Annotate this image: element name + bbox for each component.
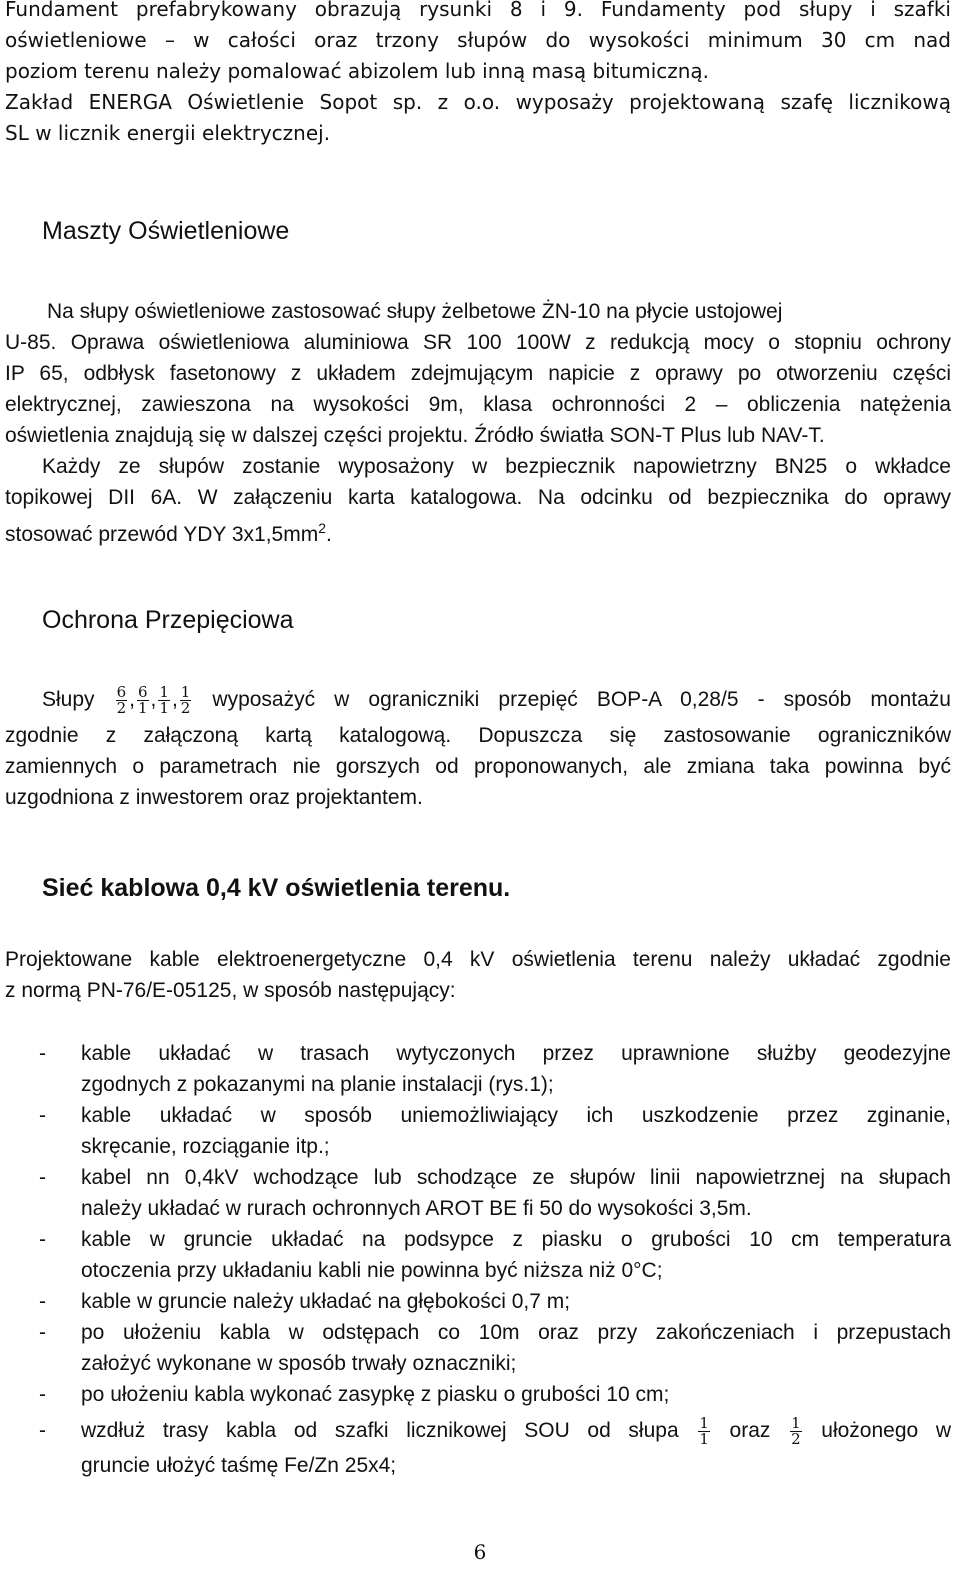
separator: ,	[171, 688, 178, 711]
ochrona-paragraph	[5, 680, 951, 813]
fraction-numerator: 1	[699, 1413, 709, 1432]
list-dash: -	[39, 1321, 46, 1344]
fraction	[158, 682, 170, 717]
intro-paragraph	[5, 0, 951, 149]
section-heading-maszty: Maszty Oświetleniowe	[42, 217, 290, 245]
list-item-line: kable układać w trasach wytyczonych przez uprawnione służby geodezyjne	[81, 1042, 951, 1065]
maszty-line	[5, 513, 951, 544]
fraction-denominator: 1	[138, 698, 148, 717]
ochrona-line	[5, 680, 951, 720]
maszty-paragraph	[5, 296, 951, 544]
list-item-line: skręcanie, rozciąganie itp.;	[81, 1135, 330, 1158]
maszty-line: IP 65, odbłysk fasetonowy z układem zdejmującym napicie z oprawy po otworzeniu części	[5, 362, 951, 385]
list-dash: -	[39, 1104, 46, 1127]
intro-line: Zakład ENERGA Oświetlenie Sopot sp. z o.o. wyposaży projektowaną szafę licznikową	[5, 90, 951, 114]
list-item-text: oraz	[729, 1419, 771, 1442]
list-item	[5, 1412, 951, 1481]
page-number: 6	[473, 1540, 487, 1564]
list-dash: -	[39, 1419, 46, 1442]
slupy-label: Słupy	[42, 688, 95, 711]
fraction-numerator: 6	[116, 682, 127, 701]
intro-line: Fundament prefabrykowany obrazują rysunki 8 i 9. Fundamenty pod słupy i szafki	[5, 0, 951, 21]
separator: ,	[129, 688, 135, 711]
list-item-text: wzdłuż trasy kabla od szafki licznikowej SOU od słupa	[81, 1419, 679, 1442]
fraction-denominator: 2	[180, 698, 191, 717]
list-item-line: po ułożeniu kabla w odstępach co 10m oraz przy zakończeniach i przepustach	[81, 1321, 951, 1344]
section-heading-ochrona: Ochrona Przepięciowa	[42, 606, 294, 634]
maszty-line-end: .	[326, 523, 332, 546]
list-item-line: należy układać w rurach ochronnych AROT BE fi 50 do wysokości 3,5m.	[81, 1197, 752, 1220]
list-dash: -	[39, 1228, 46, 1251]
maszty-line: elektrycznej, zawieszona na wysokości 9m, klasa ochronności 2 – obliczenia natężenia	[5, 393, 951, 416]
maszty-line: Na słupy oświetleniowe zastosować słupy żelbetowe ŻN-10 na płycie ustojowej	[47, 300, 783, 323]
list-item	[5, 1100, 951, 1162]
list-item-line: po ułożeniu kabla wykonać zasypkę z piasku o grubości 10 cm;	[81, 1383, 670, 1406]
fraction-denominator: 2	[791, 1429, 801, 1448]
fraction	[116, 682, 128, 717]
ochrona-line: zgodnie z załączoną kartą katalogową. Dopuszcza się zastosowanie ograniczników	[5, 724, 951, 747]
list-item	[5, 1224, 951, 1286]
fraction-denominator: 2	[116, 698, 127, 717]
maszty-line: topikowej DII 6A. W załączeniu karta katalogowa. Na odcinku od bezpiecznika do oprawy	[5, 486, 951, 509]
fraction	[790, 1413, 802, 1448]
fraction	[137, 682, 149, 717]
list-item	[5, 1162, 951, 1224]
list-item	[5, 1317, 951, 1379]
ochrona-line: zamiennych o parametrach nie gorszych od proponowanych, ale zmiana taka powinna być	[5, 755, 951, 778]
maszty-line: oświetlenia znajdują się w dalszej części projektu. Źródło światła SON-T Plus lub NAV-T.	[5, 424, 825, 447]
siec-paragraph	[5, 944, 951, 1006]
fraction	[180, 682, 192, 717]
list-item-line: otoczenia przy układaniu kabli nie powinna być niższa niż 0°C;	[81, 1259, 663, 1282]
list-dash: -	[39, 1383, 46, 1406]
list-item-line	[81, 1412, 951, 1450]
ochrona-line-text: wyposażyć w ograniczniki przepięć BOP-A 0,28/5 - sposób montażu	[212, 688, 951, 711]
maszty-line: Każdy ze słupów zostanie wyposażony w bezpiecznik napowietrzny BN25 o wkładce	[42, 455, 951, 478]
list-item-line: zgodnych z pokazanymi na planie instalacji (rys.1);	[81, 1073, 554, 1096]
fraction-numerator: 1	[159, 682, 169, 701]
ochrona-line: uzgodniona z inwestorem oraz projektantem.	[5, 786, 423, 809]
list-item	[5, 1379, 951, 1410]
siec-line: Projektowane kable elektroenergetyczne 0,4 kV oświetlenia terenu należy układać zgodnie	[5, 948, 951, 971]
intro-line: SL w licznik energii elektrycznej.	[5, 121, 331, 145]
separator: ,	[150, 688, 157, 711]
list-dash: -	[39, 1042, 46, 1065]
fraction-denominator: 1	[159, 698, 169, 717]
list-item-line: założyć wykonane w sposób trwały oznaczniki;	[81, 1352, 517, 1375]
siec-list	[5, 1038, 951, 1481]
list-item-line: kabel nn 0,4kV wchodzące lub schodzące ze słupów linii napowietrznej na słupach	[81, 1166, 951, 1189]
superscript: 2	[318, 520, 326, 536]
list-item-line: kable układać w sposób uniemożliwiający ich uszkodzenie przez zginanie,	[81, 1104, 951, 1127]
list-dash: -	[39, 1166, 46, 1189]
intro-line: oświetleniowe – w całości oraz trzony słupów do wysokości minimum 30 cm nad	[5, 28, 951, 52]
maszty-line-text: stosować przewód YDY 3x1,5mm	[5, 523, 319, 546]
section-heading-siec: Sieć kablowa 0,4 kV oświetlenia terenu.	[42, 874, 511, 902]
list-item-text: ułożonego w	[821, 1419, 952, 1442]
fraction-denominator: 1	[699, 1429, 709, 1448]
fraction-numerator: 1	[791, 1413, 801, 1432]
list-item-line: gruncie ułożyć taśmę Fe/Zn 25x4;	[81, 1454, 397, 1477]
list-item	[5, 1038, 951, 1100]
fraction	[698, 1413, 710, 1448]
maszty-line: U-85. Oprawa oświetleniowa aluminiowa SR 100 100W z redukcją mocy o stopniu ochrony	[5, 331, 951, 354]
siec-line: z normą PN-76/E-05125, w sposób następujący:	[5, 979, 456, 1002]
fraction-numerator: 6	[138, 682, 148, 701]
fraction-numerator: 1	[180, 682, 191, 701]
intro-line: poziom terenu należy pomalować abizolem lub inną masą bitumiczną.	[5, 59, 710, 83]
list-item-line: kable w gruncie należy układać na głębokości 0,7 m;	[81, 1290, 571, 1313]
list-item-line: kable w gruncie układać na podsypce z piasku o grubości 10 cm temperatura	[81, 1228, 951, 1251]
list-item	[5, 1286, 951, 1317]
list-dash: -	[39, 1290, 46, 1313]
